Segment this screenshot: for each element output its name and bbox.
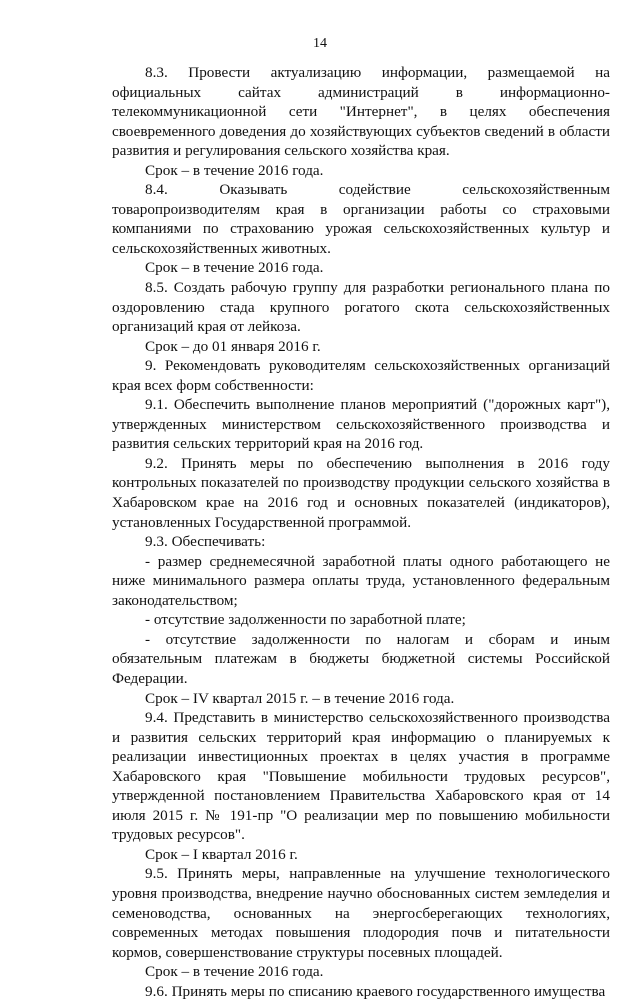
paragraph-8-3: 8.3. Провести актуализацию информации, размещаемой на официальных сайтах администраций в информационно-телекоммуникационной сети "Интернет", в целях обеспечения своевременного доведения до хозяйствующих субъектов сведений в области развития и регулирования сельского хозяйства края. [112, 64, 610, 160]
deadline-8-3: Срок – в течение 2016 года. [145, 161, 324, 179]
document-body [112, 63, 610, 1001]
paragraph-8-4: 8.4. Оказывать содействие сельскохозяйственным товаропроизводителям края в организации работы со страховыми компаниями по страхованию урожая сельскохозяйственных культур и сельскохозяйственных животных. [112, 181, 610, 257]
page-number: 14 [313, 36, 327, 51]
deadline-8-5: Срок – до 01 января 2016 г. [145, 337, 321, 355]
paragraph-9: 9. Рекомендовать руководителям сельскохозяйственных организаций края всех форм собственности: [112, 357, 610, 394]
deadline-9-5: Срок – в течение 2016 года. [145, 963, 324, 981]
deadline-9-3: Срок – IV квартал 2015 г. – в течение 2016 года. [145, 689, 455, 707]
deadline-8-4: Срок – в течение 2016 года. [145, 259, 324, 277]
deadline-9-4: Срок – I квартал 2016 г. [145, 845, 298, 863]
paragraph-9-4: 9.4. Представить в министерство сельскохозяйственного производства и развития сельских территорий края информацию о планируемых к реализации инвестиционных проектах в целях участия в программе Хабаровского края "Повышение мобильности трудовых ресурсов", утвержденной постановлением Правительства Хабаровского края от 14 июля 2015 г. № 191-пр "О реализации мер по повышению мобильности трудовых ресурсов". [112, 709, 610, 844]
list-item-wage-debt: - отсутствие задолженности по заработной плате; [145, 611, 466, 629]
list-item-salary: - размер среднемесячной заработной платы одного работающего не ниже минимального размера оплаты труда, установленного федеральным законодательством; [112, 552, 610, 609]
paragraph-9-5: 9.5. Принять меры, направленные на улучшение технологического уровня производства, внедрение научно обоснованных систем земледелия и семеноводства, основанных на энергосберегающих технологиях, современных методах повышения плодородия почв и питательности кормов, совершенствование структуры посевных площадей. [112, 865, 610, 961]
paragraph-9-2: 9.2. Принять меры по обеспечению выполнения в 2016 году контрольных показателей по производству продукции сельского хозяйства в Хабаровском крае на 2016 год и основных показателей (индикаторов), установленных Государственной программой. [112, 454, 610, 531]
paragraph-9-1: 9.1. Обеспечить выполнение планов мероприятий ("дорожных карт"), утвержденных министерством сельскохозяйственного производства и развития сельских территорий края на 2016 год. [112, 396, 610, 453]
paragraph-8-5: 8.5. Создать рабочую группу для разработки регионального плана по оздоровлению стада крупного рогатого скота сельскохозяйственных организаций края от лейкоза. [112, 279, 610, 336]
list-item-tax-debt: - отсутствие задолженности по налогам и сборам и иным обязательным платежам в бюджеты бюджетной системы Российской Федерации. [112, 630, 610, 687]
paragraph-9-6: 9.6. Принять меры по списанию краевого государственного имущества [145, 982, 606, 1000]
paragraph-9-3: 9.3. Обеспечивать: [145, 533, 266, 551]
